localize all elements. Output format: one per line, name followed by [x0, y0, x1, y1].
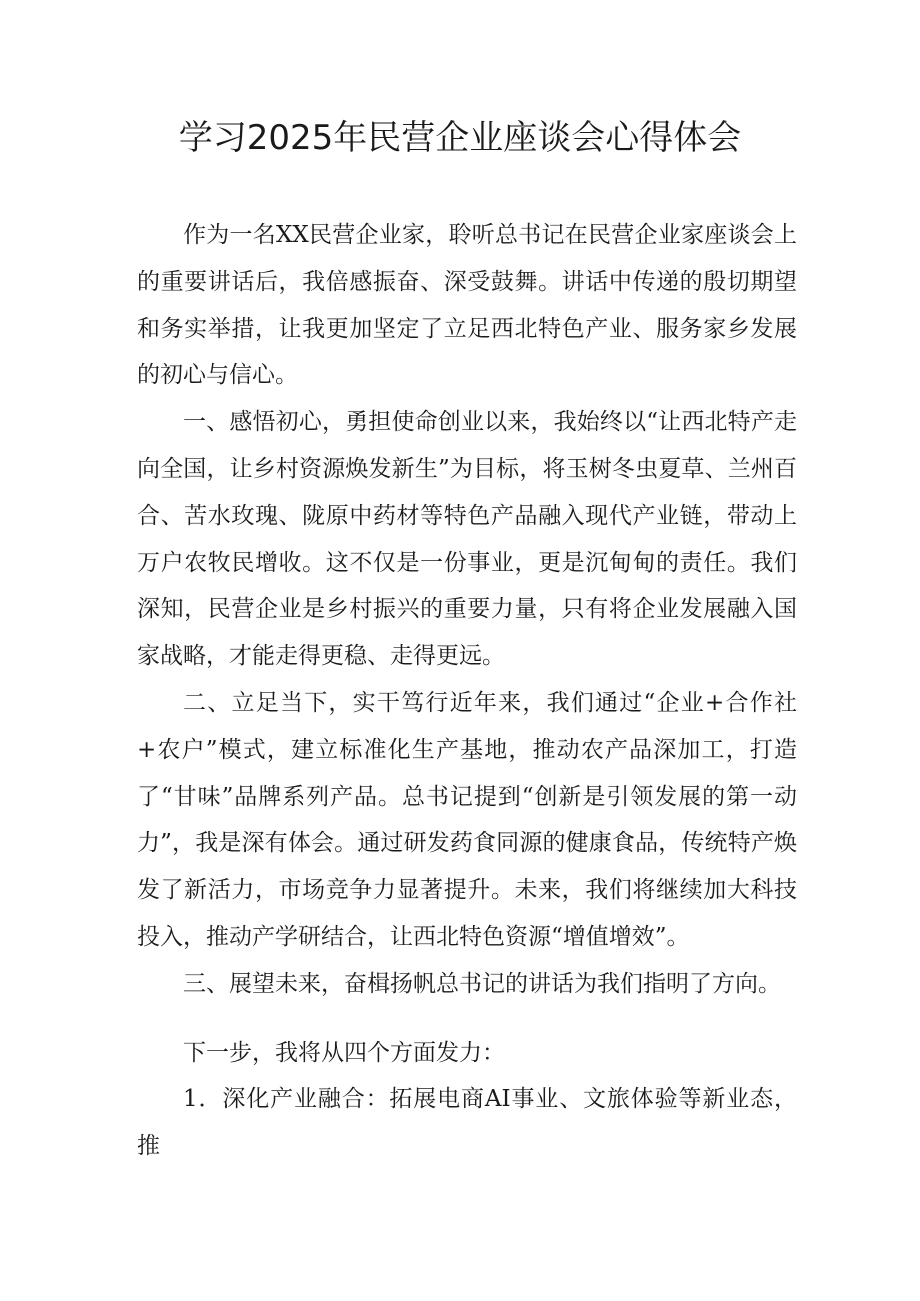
paragraph-intro: 作为一名XX民营企业家，聆听总书记在民营企业家座谈会上的重要讲话后，我倍感振奋、深受鼓舞。讲话中传递的殷切期望和务实举措，让我更加坚定了立足西北特色产业、服务家乡发展的初心与信心。	[137, 222, 797, 389]
paragraph-next-steps: 下一步，我将从四个方面发力：	[183, 1039, 505, 1066]
paragraph-section-two: 二、立足当下，实干笃行近年来，我们通过“企业+合作社+农户”模式，建立标准化生产基地，推动农产品深加工，打造了“甘味”品牌系列产品。总书记提到“创新是引领发展的第一动力”，我是深有体会。通过研发药食同源的健康食品，传统特产焕发了新活力，市场竞争力显著提升。未来，我们将继续加大科技投入，推动产学研结合，让西北特色资源“增值增效”。	[137, 689, 797, 950]
document-title: 学习2025年民营企业座谈会心得体会	[178, 118, 742, 158]
paragraph-item-one: 1．深化产业融合：拓展电商AI事业、文旅体验等新业态，推	[137, 1086, 797, 1160]
document-body	[137, 212, 797, 1170]
paragraph-section-one: 一、感悟初心，勇担使命创业以来，我始终以“让西北特产走向全国，让乡村资源焕发新生”为目标，将玉树冬虫夏草、兰州百合、苦水玫瑰、陇原中药材等特色产品融入现代产业链，带动上万户农牧民增收。这不仅是一份事业，更是沉甸甸的责任。我们深知，民营企业是乡村振兴的重要力量，只有将企业发展融入国家战略，才能走得更稳、走得更远。	[137, 409, 797, 670]
paragraph-section-three: 三、展望未来，奋楫扬帆总书记的讲话为我们指明了方向。	[183, 970, 781, 997]
